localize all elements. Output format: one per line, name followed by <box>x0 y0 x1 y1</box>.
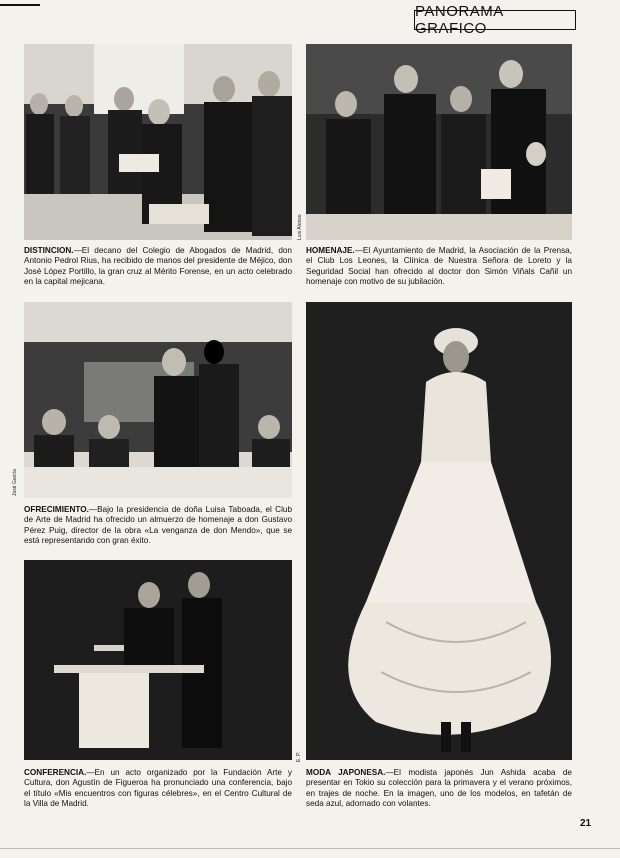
caption-ofrecimiento <box>24 505 292 547</box>
photo-credit-ofrecimiento: José García <box>12 469 18 496</box>
photo-distincion <box>24 44 292 240</box>
caption-lead: CONFERENCIA. <box>24 768 87 777</box>
caption-text: —Bajo la presidencia de doña Luisa Taboada, el Club de Arte de Madrid ha ofrecido un almuerzo de homenaje a don Gustavo Pérez Puig, director de la obra «La venganza de don Mendo», que se está representando con gran éxito. <box>24 505 292 546</box>
caption-text: —En un acto organizado por la Fundación Arte y Cultura, don Agustín de Figueroa ha pronunciado una conferencia, bajo el título «Mis encuentros con figuras célebres», en el Centro Cultural de la Villa de Madrid. <box>24 768 292 809</box>
bottom-rule <box>0 848 620 849</box>
top-rule <box>0 4 40 6</box>
photo-ofrecimiento <box>24 302 292 498</box>
caption-lead: DISTINCION. <box>24 246 74 255</box>
photo-credit-moda: E. P. <box>296 751 302 762</box>
page-number: 21 <box>580 818 592 829</box>
caption-lead: OFRECIMIENTO. <box>24 505 89 514</box>
caption-distincion <box>24 246 292 288</box>
caption-text: —El Ayuntamiento de Madrid, la Asociación de la Prensa, el Club Los Leones, la Clínica de Nuestra Señora de Loreto y la Seguridad Social han ofrecido al doctor don Simón Viñals Cañil un homenaje con motivo de su jubilación. <box>306 246 572 287</box>
photo-credit-homenaje: Luis Alonso <box>297 214 303 240</box>
photo-conferencia <box>24 560 292 760</box>
caption-homenaje <box>306 246 572 288</box>
caption-text: —El modista japonés Jun Ashida acaba de presentar en Tokio su colección para la primavera y el verano próximos, en trajes de noche. En la imagen, uno de los modelos, en tafetán de seda azul, adornado con volantes. <box>306 768 572 809</box>
caption-moda-japonesa <box>306 768 572 810</box>
caption-conferencia <box>24 768 292 810</box>
photo-homenaje <box>306 44 572 240</box>
caption-lead: MODA JAPONESA. <box>306 768 386 777</box>
photo-moda-japonesa <box>306 302 572 760</box>
caption-lead: HOMENAJE. <box>306 246 355 255</box>
caption-text: —El decano del Colegio de Abogados de Madrid, don Antonio Pedrol Rius, ha recibido de manos del presidente de Méjico, don José López Portillo, la gran cruz al Mérito Forense, en un acto celebrado en la capital mejicana. <box>24 246 292 287</box>
section-title: PANORAMA GRAFICO <box>414 10 576 30</box>
